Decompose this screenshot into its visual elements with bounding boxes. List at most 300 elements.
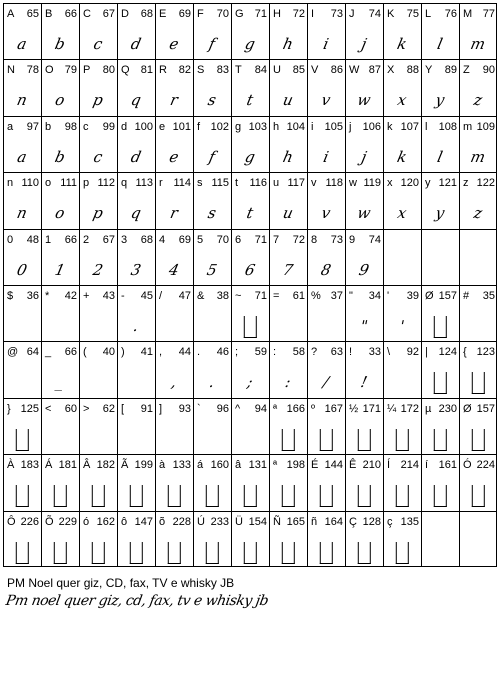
handwritten-glyph <box>38 424 82 454</box>
glyph-cell <box>231 172 269 228</box>
cell-char: É <box>311 459 319 472</box>
glyph-cell <box>269 229 307 285</box>
cell-header <box>462 120 495 134</box>
cell-header <box>310 120 343 134</box>
glyph-cell <box>3 59 41 115</box>
cell-char: 0 <box>7 233 14 246</box>
cell-header <box>348 7 381 21</box>
cell-code: 89 <box>444 64 457 77</box>
cell-header <box>6 233 39 247</box>
cell-char: ô <box>121 515 128 528</box>
cell-header <box>386 289 419 303</box>
handwritten-glyph: v <box>319 91 333 110</box>
cell-header <box>196 233 229 247</box>
glyph-cell <box>307 229 345 285</box>
glyph-cell <box>41 172 79 228</box>
cell-header <box>462 289 495 303</box>
grid-line-horizontal <box>3 511 497 512</box>
cell-char: # <box>463 290 470 302</box>
handwritten-glyph: 3 <box>129 260 143 279</box>
missing-glyph-box <box>304 537 348 567</box>
cell-header <box>196 176 229 190</box>
cell-char: | <box>425 346 428 359</box>
handwritten-glyph <box>76 311 120 341</box>
glyph-cell <box>117 3 155 59</box>
handwritten-glyph: y <box>433 91 447 110</box>
handwritten-glyph: v <box>319 204 333 223</box>
glyph-cell <box>155 172 193 228</box>
cell-header <box>158 120 191 134</box>
cell-header <box>120 120 153 134</box>
cell-header <box>6 402 39 416</box>
handwritten-glyph: h <box>281 147 295 166</box>
cell-char: Ê <box>349 459 357 472</box>
handwritten-glyph: i <box>321 35 331 53</box>
cell-char: Y <box>425 64 433 77</box>
cell-header <box>348 289 381 303</box>
missing-glyph-box <box>456 424 499 454</box>
glyph-cell <box>117 59 155 115</box>
handwritten-glyph: : <box>283 373 293 392</box>
cell-code: 75 <box>406 8 419 20</box>
cell-header <box>158 345 191 359</box>
cell-code: 67 <box>102 8 115 20</box>
handwritten-glyph: f <box>207 147 217 166</box>
cell-code: 69 <box>178 233 191 246</box>
cell-header <box>82 63 115 77</box>
cell-char: Ú <box>197 515 205 528</box>
glyph-cell <box>269 341 307 397</box>
cell-header <box>310 233 343 247</box>
cell-char: < <box>45 402 52 415</box>
cell-char: 4 <box>159 233 166 246</box>
glyph-cell <box>117 285 155 341</box>
handwritten-glyph: d <box>129 147 143 166</box>
cell-char: ç <box>387 515 393 528</box>
handwritten-glyph: w <box>355 204 373 223</box>
cell-code: 65 <box>26 8 39 20</box>
cell-char: ^ <box>235 402 241 415</box>
handwritten-glyph: z <box>472 204 484 223</box>
glyph-cell <box>231 511 269 567</box>
cell-header <box>310 176 343 190</box>
cell-char: { <box>463 346 467 359</box>
glyph-cell <box>383 285 421 341</box>
cell-code: 93 <box>178 402 191 415</box>
glyph-cell <box>459 398 497 454</box>
handwritten-glyph: 7 <box>281 260 295 279</box>
cell-char: y <box>425 177 431 190</box>
cell-code: 67 <box>102 233 115 246</box>
glyph-cell <box>307 341 345 397</box>
handwritten-glyph: m <box>468 35 488 53</box>
handwritten-glyph: 0 <box>15 260 29 279</box>
cell-code: 224 <box>476 459 495 472</box>
handwritten-glyph: u <box>281 204 295 223</box>
cell-code: 42 <box>64 290 77 302</box>
cell-char: x <box>387 177 393 190</box>
cell-code: 68 <box>140 233 153 246</box>
cell-header <box>82 289 115 303</box>
missing-glyph-box <box>76 537 120 567</box>
cell-header <box>158 402 191 416</box>
cell-char: 1 <box>45 233 52 246</box>
glyph-cell <box>155 59 193 115</box>
cell-char: u <box>273 177 280 190</box>
glyph-cell <box>193 454 231 510</box>
cell-header <box>424 176 457 190</box>
glyph-cell <box>345 398 383 454</box>
glyph-cell <box>421 341 459 397</box>
glyph-cell <box>307 454 345 510</box>
cell-header <box>82 120 115 134</box>
missing-glyph-box <box>190 537 234 567</box>
glyph-cell <box>117 172 155 228</box>
grid-line-horizontal <box>3 454 497 455</box>
cell-char: I <box>311 8 315 20</box>
cell-char: l <box>425 120 428 133</box>
glyph-cell <box>193 511 231 567</box>
glyph-cell <box>345 59 383 115</box>
cell-code: 66 <box>64 346 77 359</box>
handwritten-glyph: y <box>433 204 447 223</box>
cell-header <box>44 458 77 472</box>
glyph-cell <box>79 511 117 567</box>
cell-code: 48 <box>26 233 39 246</box>
glyph-cell <box>41 285 79 341</box>
cell-char: z <box>463 177 469 190</box>
handwritten-glyph: 1 <box>53 260 67 279</box>
cell-header <box>386 63 419 77</box>
cell-header <box>234 63 267 77</box>
cell-char: ' <box>387 290 390 302</box>
cell-char: B <box>45 8 53 20</box>
cell-char: . <box>197 346 201 359</box>
cell-code: 128 <box>362 515 381 528</box>
cell-char: ; <box>235 346 239 359</box>
cell-char: H <box>273 8 281 20</box>
cell-header <box>6 345 39 359</box>
cell-char: á <box>197 459 204 472</box>
cell-char: ñ <box>311 515 318 528</box>
cell-code: 78 <box>26 64 39 77</box>
glyph-cell <box>3 454 41 510</box>
cell-code: 77 <box>482 8 495 20</box>
cell-header <box>120 63 153 77</box>
cell-char: Â <box>83 459 91 472</box>
cell-header <box>6 120 39 134</box>
cell-header <box>120 233 153 247</box>
cell-code: 109 <box>476 120 495 133</box>
cell-char: U <box>273 64 281 77</box>
glyph-cell <box>421 59 459 115</box>
cell-code: 84 <box>254 64 267 77</box>
cell-code: 113 <box>135 177 153 190</box>
missing-glyph-box <box>228 537 272 567</box>
cell-code: 230 <box>438 402 457 415</box>
cell-code: 121 <box>438 177 457 190</box>
glyph-cell <box>3 285 41 341</box>
cell-code: 133 <box>172 459 191 472</box>
handwritten-glyph <box>418 537 462 567</box>
cell-header <box>462 7 495 21</box>
cell-code: 40 <box>102 346 115 359</box>
cell-char: , <box>159 346 163 359</box>
cell-header <box>348 402 381 416</box>
handwritten-glyph: d <box>129 35 143 53</box>
cell-code: 70 <box>216 233 229 246</box>
cell-code: 123 <box>476 346 495 359</box>
handwritten-glyph: p <box>91 91 105 110</box>
cell-code: 102 <box>210 120 229 133</box>
cell-char: k <box>387 120 393 133</box>
handwritten-glyph: n <box>15 204 29 223</box>
cell-header <box>310 63 343 77</box>
cell-code: 43 <box>102 290 115 302</box>
cell-code: 71 <box>254 233 267 246</box>
glyph-cell <box>193 285 231 341</box>
glyph-cell <box>307 285 345 341</box>
glyph-cell <box>345 172 383 228</box>
cell-header <box>386 345 419 359</box>
glyph-cell <box>421 454 459 510</box>
glyph-cell <box>421 285 459 341</box>
cell-code: 144 <box>324 459 343 472</box>
cell-code: 147 <box>134 515 153 528</box>
cell-header <box>386 515 419 529</box>
handwritten-glyph: i <box>321 147 331 166</box>
cell-header <box>158 7 191 21</box>
glyph-cell <box>79 398 117 454</box>
cell-header <box>348 458 381 472</box>
cell-header <box>6 176 39 190</box>
cell-code: 72 <box>292 233 305 246</box>
cell-header <box>386 402 419 416</box>
glyph-cell <box>231 3 269 59</box>
cell-header <box>196 402 229 416</box>
cell-header <box>196 515 229 529</box>
cell-header <box>272 233 305 247</box>
cell-char: Ç <box>349 515 357 528</box>
cell-code: 47 <box>178 290 191 302</box>
glyph-cell <box>3 172 41 228</box>
cell-code: 210 <box>362 459 381 472</box>
glyph-cell <box>459 511 497 567</box>
glyph-cell <box>3 341 41 397</box>
handwritten-glyph: . <box>207 373 217 392</box>
glyph-cell <box>307 59 345 115</box>
cell-char: í <box>425 459 429 472</box>
handwritten-glyph: j <box>359 147 369 166</box>
cell-char: _ <box>45 346 52 359</box>
cell-code: 73 <box>330 8 343 20</box>
cell-header <box>234 458 267 472</box>
handwritten-glyph: q <box>129 91 143 110</box>
glyph-cell <box>459 229 497 285</box>
cell-char: c <box>83 120 89 133</box>
cell-code: 162 <box>96 515 115 528</box>
cell-code: 36 <box>26 290 39 302</box>
cell-char: } <box>7 402 11 415</box>
cell-code: 87 <box>368 64 381 77</box>
glyph-cell <box>117 341 155 397</box>
cell-code: 45 <box>140 290 153 302</box>
cell-code: 71 <box>254 8 267 20</box>
cell-char: d <box>121 120 128 133</box>
handwritten-glyph: g <box>243 147 257 166</box>
glyph-cell <box>41 511 79 567</box>
cell-header <box>44 289 77 303</box>
cell-header <box>158 515 191 529</box>
missing-glyph-box <box>456 480 499 510</box>
cell-char: X <box>387 64 395 77</box>
cell-code: 91 <box>140 402 153 415</box>
glyph-cell <box>193 229 231 285</box>
cell-code: 115 <box>211 177 229 190</box>
cell-char: Ñ <box>273 515 281 528</box>
glyph-cell <box>79 172 117 228</box>
cell-code: 105 <box>324 120 343 133</box>
handwritten-glyph <box>152 311 196 341</box>
cell-code: 96 <box>216 402 229 415</box>
glyph-cell <box>231 59 269 115</box>
cell-char: ~ <box>235 290 242 302</box>
cell-code: 71 <box>254 290 267 302</box>
cell-header <box>82 345 115 359</box>
cell-char: P <box>83 64 91 77</box>
cell-code: 79 <box>64 64 77 77</box>
glyph-cell <box>383 172 421 228</box>
grid-line-horizontal <box>3 3 497 4</box>
cell-char: 2 <box>83 233 90 246</box>
cell-header <box>310 515 343 529</box>
cell-char: - <box>121 290 125 302</box>
cell-code: 164 <box>324 515 343 528</box>
cell-char: + <box>83 290 90 302</box>
handwritten-glyph: , <box>169 373 179 392</box>
missing-glyph-box <box>380 424 424 454</box>
handwritten-glyph <box>228 424 272 454</box>
cell-code: 167 <box>324 402 343 415</box>
handwritten-glyph <box>456 537 499 567</box>
cell-header <box>82 176 115 190</box>
cell-code: 33 <box>368 346 381 359</box>
cell-code: 97 <box>26 120 39 133</box>
cell-char: D <box>121 8 129 20</box>
handwritten-glyph: l <box>435 147 445 166</box>
cell-char: " <box>349 290 353 302</box>
cell-char: K <box>387 8 395 20</box>
cell-header <box>348 176 381 190</box>
cell-char: e <box>159 120 166 133</box>
cell-char: % <box>311 290 321 302</box>
cell-header <box>44 515 77 529</box>
grid-line-horizontal <box>3 116 497 117</box>
handwritten-glyph: t <box>245 91 255 110</box>
cell-char: @ <box>7 346 19 359</box>
cell-code: 112 <box>97 177 115 190</box>
glyph-cell <box>345 229 383 285</box>
handwritten-glyph: q <box>129 204 143 223</box>
cell-code: 34 <box>368 290 381 302</box>
glyph-cell <box>155 398 193 454</box>
cell-header <box>158 289 191 303</box>
cell-header <box>44 7 77 21</box>
glyph-cell <box>117 511 155 567</box>
cell-char: Ô <box>7 515 16 528</box>
cell-char: = <box>273 290 280 302</box>
glyph-cell <box>79 341 117 397</box>
glyph-cell <box>459 116 497 172</box>
handwritten-glyph: _ <box>54 373 66 392</box>
cell-header <box>44 233 77 247</box>
handwritten-glyph: r <box>168 204 180 223</box>
cell-code: 37 <box>330 290 343 302</box>
cell-header <box>82 515 115 529</box>
cell-code: 106 <box>362 120 381 133</box>
cell-header <box>424 458 457 472</box>
glyph-cell <box>459 59 497 115</box>
cell-code: 82 <box>178 64 191 77</box>
cell-char: g <box>235 120 242 133</box>
handwritten-glyph: o <box>53 91 67 110</box>
handwritten-glyph: 8 <box>319 260 333 279</box>
cell-code: 98 <box>64 120 77 133</box>
glyph-cell <box>117 454 155 510</box>
cell-code: 183 <box>20 459 39 472</box>
cell-char: ( <box>83 346 87 359</box>
handwritten-glyph: z <box>472 91 484 110</box>
glyph-cell <box>345 3 383 59</box>
grid-line-horizontal <box>3 172 497 173</box>
cell-char: 3 <box>121 233 128 246</box>
glyph-cell <box>459 285 497 341</box>
grid-line-horizontal <box>3 398 497 399</box>
cell-header <box>272 458 305 472</box>
missing-glyph-box <box>418 424 462 454</box>
cell-code: 118 <box>325 177 343 190</box>
cell-char: $ <box>7 290 14 302</box>
glyph-cell <box>421 3 459 59</box>
cell-code: 110 <box>21 177 39 190</box>
glyph-cell <box>231 454 269 510</box>
handwritten-glyph: 6 <box>243 260 257 279</box>
glyph-cell <box>345 341 383 397</box>
handwritten-glyph: ' <box>398 317 406 335</box>
cell-code: 111 <box>60 177 77 190</box>
cell-code: 125 <box>20 402 39 415</box>
cell-header <box>348 345 381 359</box>
glyph-cell <box>307 116 345 172</box>
cell-header <box>424 345 457 359</box>
glyph-cell <box>79 285 117 341</box>
cell-char: & <box>197 290 205 302</box>
cell-header <box>6 458 39 472</box>
glyph-cell <box>231 285 269 341</box>
cell-char: q <box>121 177 128 190</box>
glyph-cell <box>155 116 193 172</box>
cell-header <box>272 7 305 21</box>
cell-header <box>462 176 495 190</box>
glyph-cell <box>269 511 307 567</box>
cell-char: õ <box>159 515 166 528</box>
cell-char: 8 <box>311 233 318 246</box>
missing-glyph-box <box>0 424 44 454</box>
cell-char: 9 <box>349 233 356 246</box>
handwritten-glyph: . <box>131 317 141 335</box>
cell-code: 214 <box>400 459 419 472</box>
glyph-cell <box>307 511 345 567</box>
